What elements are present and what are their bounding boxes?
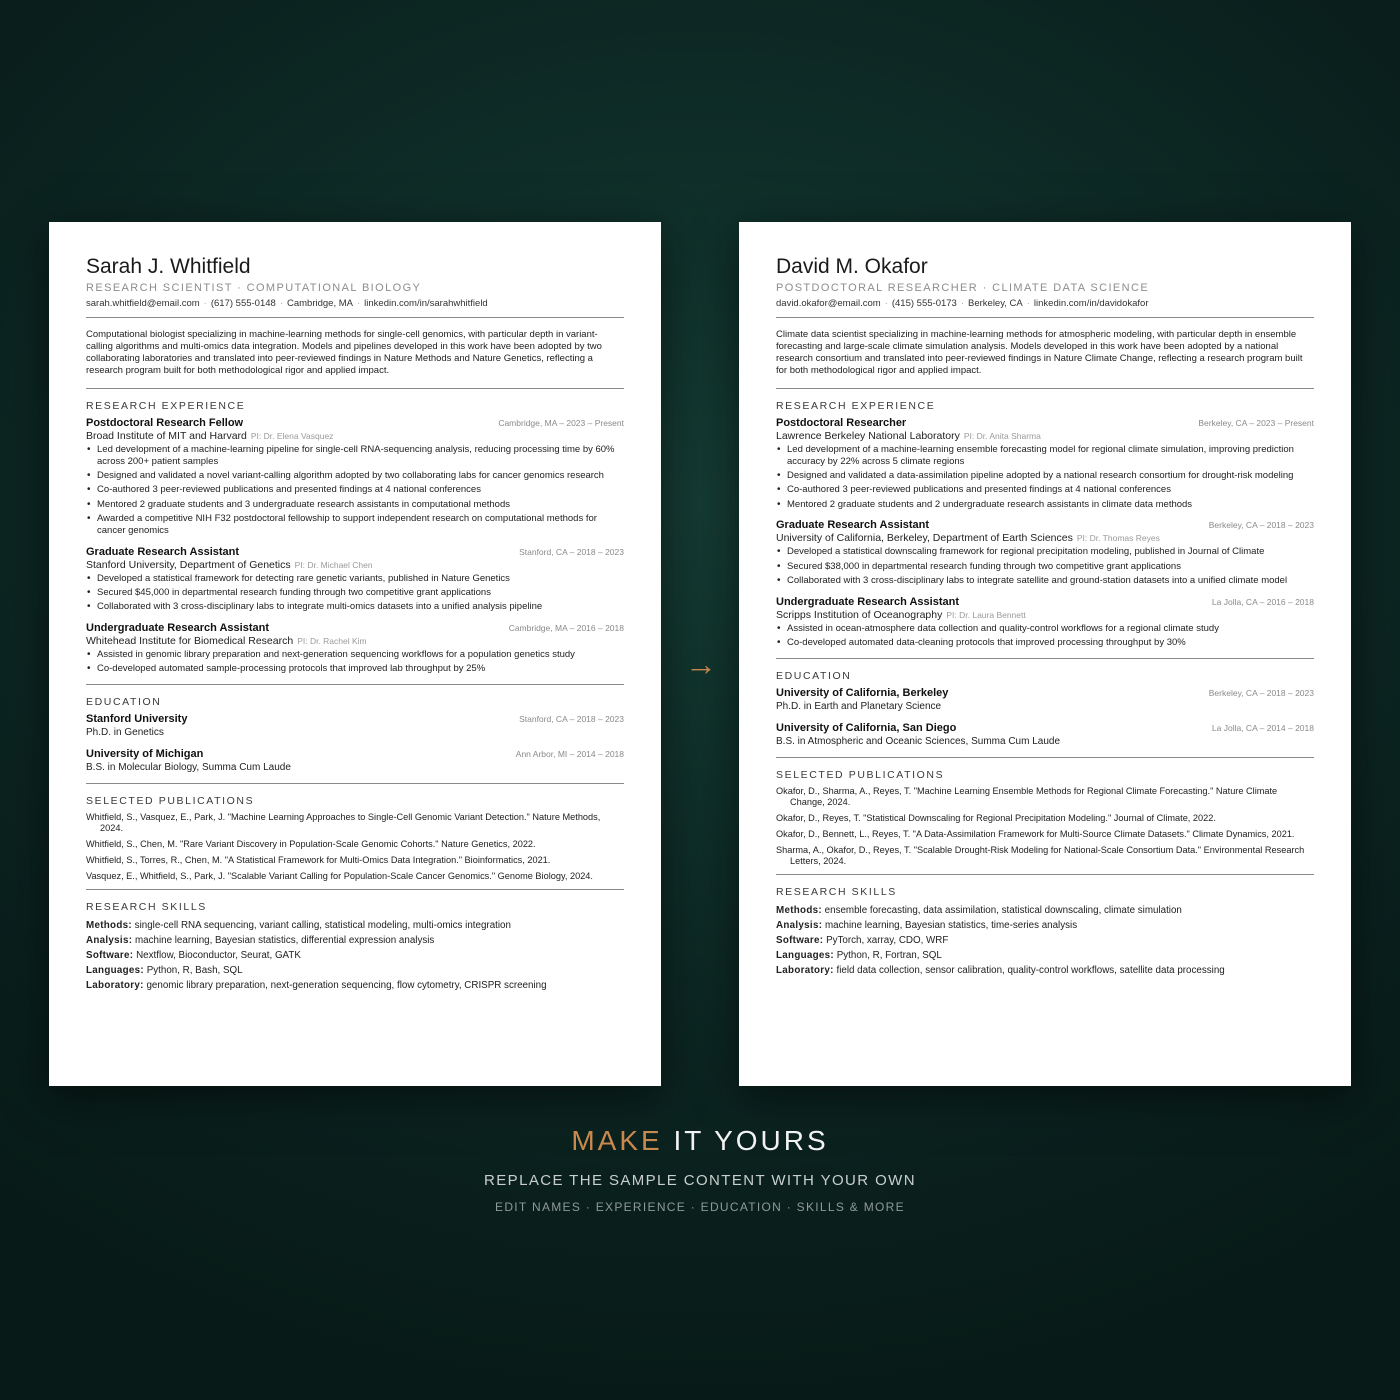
resume-summary: Computational biologist specializing in machine-learning methods for single-cell genomics, with particular depth in variant-calling algorithms and multi-omics data integration. Models and pipelines developed in this work have been adopted by two collaborating laboratories and translated into peer-reviewed findings in Nature Methods and Nature Genetics, reflecting a research program built for both methodological rigor and applied impact. — [86, 329, 602, 376]
skill-row — [86, 963, 624, 978]
entry-bullet: • Mentored 2 graduate students and 2 undergraduate research assistants in climate data methods — [776, 499, 1314, 511]
entry-bullet: • Designed and validated a novel variant-calling algorithm adopted by two collaborating labs for cancer genomics research — [86, 470, 624, 482]
entry-meta: Cambridge, MA – 2016 – 2018 — [508, 622, 624, 633]
entry-bullet: • Assisted in genomic library preparation and next-generation sequencing workflows for a population genetics study — [86, 649, 624, 661]
skill-value: Python, R, Fortran, SQL — [836, 949, 942, 961]
resume-summary: Climate data scientist specializing in machine-learning methods for atmospheric modeling, with particular depth in ensemble forecasting and large-scale climate simulation analysis. Models developed in this work have been adopted by a national research consortium and translated into peer-reviewed findings in Nature Climate Change, reflecting a research program built for both methodological rigor and applied impact. — [776, 329, 1303, 376]
entry-org: Scripps Institution of Oceanography — [776, 608, 943, 621]
publication-item: Okafor, D., Sharma, A., Reyes, T. "Machine Learning Ensemble Methods for Regional Climate Forecasting." Nature Climate Change, 2024. — [776, 785, 1278, 807]
skill-row — [86, 948, 624, 963]
section-title-skills: RESEARCH SKILLS — [776, 885, 897, 898]
education-meta: La Jolla, CA – 2014 – 2018 — [1211, 722, 1314, 733]
entry-bullet: • Mentored 2 graduate students and 3 undergraduate research assistants in computational methods — [86, 499, 624, 511]
right-arrow-icon: → — [685, 646, 717, 682]
skill-value: machine learning, Bayesian statistics, time-series analysis — [825, 919, 1078, 931]
skill-label: Laboratory: — [86, 980, 144, 992]
entry-bullet: • Designed and validated a data-assimilation pipeline adopted by a national research consortium for drought-risk modeling — [776, 470, 1314, 482]
experience-entry — [776, 519, 1314, 586]
entry-bullet: • Secured $38,000 in departmental research funding through two competitive grant applications — [776, 561, 1314, 573]
divider — [86, 783, 624, 784]
contact-phone: (415) 555-0173 — [891, 298, 957, 309]
publication-item: Vasquez, E., Whitfield, S., Park, J. "Scalable Variant Calling for Population-Scale Cancer Genomics." Genome Biology, 2024. — [86, 871, 593, 882]
education-entry — [776, 687, 1314, 713]
experience-entry — [86, 546, 624, 613]
skill-row — [776, 933, 1314, 948]
education-degree: Ph.D. in Earth and Planetary Science — [776, 700, 942, 712]
entry-role: Postdoctoral Research Fellow — [86, 417, 244, 429]
section-title-skills: RESEARCH SKILLS — [86, 901, 207, 914]
contact-linkedin: linkedin.com/in/davidokafor — [1033, 298, 1149, 309]
entry-pi: PI: Dr. Anita Sharma — [963, 431, 1041, 441]
entry-bullet: • Co-authored 3 peer-reviewed publications and presented findings at 4 national conferences — [86, 484, 624, 496]
entry-org: Lawrence Berkeley National Laboratory — [776, 430, 960, 442]
publication-item: Whitfield, S., Vasquez, E., Park, J. "Machine Learning Approaches to Single-Cell Genomic Variant Detection." Nature Methods, 2024. — [86, 812, 601, 834]
entry-pi: PI: Dr. Michael Chen — [294, 559, 373, 570]
contact-email: sarah.whitfield@email.com — [86, 298, 200, 309]
experience-entry — [776, 417, 1314, 510]
resume-name: David M. Okafor — [776, 255, 928, 278]
resume-contact: david.okafor@email.com · (415) 555-0173 · Berkeley, CA · linkedin.com/in/davidokafor — [776, 298, 1149, 309]
skill-value: single-cell RNA sequencing, variant calling, statistical modeling, multi-omics integration — [134, 920, 511, 932]
education-school: University of California, San Diego — [776, 721, 957, 734]
education-meta: Berkeley, CA – 2018 – 2023 — [1208, 687, 1314, 698]
divider — [86, 889, 624, 890]
skill-value: machine learning, Bayesian statistics, differential expression analysis — [135, 935, 435, 947]
divider — [776, 757, 1314, 758]
section-title-publications: SELECTED PUBLICATIONS — [86, 795, 255, 808]
entry-meta: Cambridge, MA – 2023 – Present — [498, 418, 624, 428]
headline-accent: MAKE — [571, 1125, 663, 1156]
entry-bullet: • Collaborated with 3 cross-disciplinary labs to integrate satellite and ground-station datasets into a unified climate model — [776, 575, 1314, 587]
contact-linkedin: linkedin.com/in/sarahwhitfield — [364, 298, 488, 309]
education-school: University of Michigan — [86, 748, 204, 761]
publication-item: Sharma, A., Okafor, D., Reyes, T. "Scalable Drought-Risk Modeling for National-Scale Consortium Data." Environmental Research Letters, 2024. — [776, 844, 1305, 866]
entry-bullet: • Developed a statistical downscaling framework for regional precipitation modeling, published in Journal of Climate — [776, 546, 1314, 558]
skill-row — [776, 963, 1314, 978]
divider — [86, 684, 624, 685]
section-title-education: EDUCATION — [86, 696, 162, 709]
entry-bullet: • Collaborated with 3 cross-disciplinary labs to integrate multi-omics datasets into a unified analysis pipeline — [86, 601, 624, 613]
entry-pi: PI: Dr. Laura Bennett — [946, 609, 1026, 620]
skill-value: Nextflow, Bioconductor, Seurat, GATK — [136, 950, 301, 962]
entry-org: Stanford University, Department of Genetics — [86, 558, 291, 571]
entry-role: Graduate Research Assistant — [86, 545, 240, 558]
contact-email: david.okafor@email.com — [776, 298, 881, 309]
entry-bullet: • Secured $45,000 in departmental research funding through two competitive grant applications — [86, 587, 624, 599]
education-degree: B.S. in Molecular Biology, Summa Cum Laude — [86, 762, 291, 774]
publication-item: Whitfield, S., Chen, M. "Rare Variant Discovery in Population-Scale Genomic Cohorts." Nature Genetics, 2022. — [86, 839, 536, 850]
education-degree: Ph.D. in Genetics — [86, 727, 164, 739]
entry-role: Undergraduate Research Assistant — [86, 621, 269, 634]
education-school: Stanford University — [86, 713, 188, 726]
divider — [776, 658, 1314, 659]
experience-entry — [86, 417, 624, 537]
education-entry — [86, 748, 624, 774]
entry-bullet: • Awarded a competitive NIH F32 postdoctoral fellowship to support independent research on computational methods for cancer genomics — [86, 513, 624, 537]
resume-page-right — [739, 222, 1351, 1086]
entry-meta: La Jolla, CA – 2016 – 2018 — [1211, 596, 1314, 607]
entry-bullet: • Co-developed automated sample-processing protocols that improved lab throughput by 25% — [86, 663, 624, 675]
resume-title: RESEARCH SCIENTIST · COMPUTATIONAL BIOLOGY — [86, 282, 422, 294]
skill-value: genomic library preparation, next-generation sequencing, flow cytometry, CRISPR screening — [146, 980, 547, 992]
section-title-experience: RESEARCH EXPERIENCE — [86, 400, 246, 412]
skill-value: ensemble forecasting, data assimilation, statistical downscaling, climate simulation — [824, 904, 1182, 916]
divider — [776, 317, 1314, 318]
skill-label: Analysis: — [776, 919, 823, 931]
skill-label: Analysis: — [86, 935, 133, 947]
education-degree: B.S. in Atmospheric and Oceanic Sciences, Summa Cum Laude — [776, 735, 1061, 747]
skill-row — [776, 903, 1314, 918]
headline-rest: IT YOURS — [673, 1125, 829, 1156]
entry-bullet: • Assisted in ocean-atmosphere data collection and quality-control workflows for a regional climate study — [776, 623, 1314, 635]
skill-label: Laboratory: — [776, 964, 834, 976]
resume-contact: sarah.whitfield@email.com · (617) 555-0148 · Cambridge, MA · linkedin.com/in/sarahwhitfield — [86, 298, 488, 309]
entry-org: University of California, Berkeley, Department of Earth Sciences — [776, 532, 1073, 545]
entry-role: Postdoctoral Researcher — [776, 417, 907, 429]
entry-bullet: • Co-developed automated data-cleaning protocols that improved processing throughput by 30% — [776, 637, 1314, 649]
entry-org: Whitehead Institute for Biomedical Research — [86, 634, 294, 647]
skill-value: field data collection, sensor calibration, quality-control workflows, satellite data processing — [836, 964, 1225, 976]
resume-name: Sarah J. Whitfield — [86, 255, 251, 278]
education-meta: Ann Arbor, MI – 2014 – 2018 — [515, 749, 624, 760]
entry-org: Broad Institute of MIT and Harvard — [86, 430, 247, 442]
resume-title: POSTDOCTORAL RESEARCHER · CLIMATE DATA SCIENCE — [776, 282, 1150, 294]
entry-pi: PI: Dr. Thomas Reyes — [1076, 533, 1160, 544]
skill-label: Languages: — [86, 965, 144, 977]
contact-phone: (617) 555-0148 — [210, 298, 276, 309]
subtitle: REPLACE THE SAMPLE CONTENT WITH YOUR OWN — [484, 1172, 916, 1189]
skill-row — [86, 933, 624, 948]
publication-item: Okafor, D., Bennett, L., Reyes, T. "A Data-Assimilation Framework for Multi-Source Climate Datasets." Climate Dynamics, 2021. — [776, 828, 1295, 839]
tagline: EDIT NAMES · EXPERIENCE · EDUCATION · SKILLS & MORE — [495, 1200, 905, 1214]
entry-bullet: • Co-authored 3 peer-reviewed publications and presented findings at 4 national conferences — [776, 484, 1314, 496]
divider — [776, 874, 1314, 875]
divider — [776, 388, 1314, 389]
skill-label: Software: — [776, 934, 824, 946]
experience-entry — [86, 622, 624, 675]
skill-row — [86, 978, 624, 993]
section-title-education: EDUCATION — [776, 669, 852, 682]
skill-row — [776, 918, 1314, 933]
skill-value: Python, R, Bash, SQL — [146, 965, 243, 977]
education-school: University of California, Berkeley — [776, 686, 949, 699]
skill-label: Methods: — [776, 904, 822, 916]
divider — [86, 388, 624, 389]
skill-row — [776, 948, 1314, 963]
skill-label: Methods: — [86, 920, 132, 932]
entry-meta: Berkeley, CA – 2023 – Present — [1198, 418, 1314, 428]
skill-label: Languages: — [776, 949, 834, 961]
skill-row — [86, 918, 624, 933]
skill-value: PyTorch, xarray, CDO, WRF — [826, 934, 949, 946]
resume-page-left — [49, 222, 661, 1086]
education-meta: Stanford, CA – 2018 – 2023 — [519, 714, 624, 725]
entry-pi: PI: Dr. Rachel Kim — [297, 635, 367, 646]
experience-entry — [776, 596, 1314, 649]
entry-pi: PI: Dr. Elena Vasquez — [250, 431, 334, 441]
entry-meta: Stanford, CA – 2018 – 2023 — [519, 546, 624, 557]
contact-location: Cambridge, MA — [286, 298, 353, 309]
entry-role: Graduate Research Assistant — [776, 519, 930, 532]
entry-bullet: • Led development of a machine-learning ensemble forecasting model for regional climate simulation, improving prediction accuracy by 22% across 5 climate regions — [776, 444, 1314, 468]
entry-bullet: • Led development of a machine-learning pipeline for single-cell RNA-sequencing analysis, reducing processing time by 60% across 200+ patient samples — [86, 444, 624, 468]
education-entry — [86, 713, 624, 739]
headline — [0, 1123, 1400, 1159]
publication-item: Whitfield, S., Torres, R., Chen, M. "A Statistical Framework for Multi-Omics Data Integration." Bioinformatics, 2021. — [86, 855, 551, 866]
entry-role: Undergraduate Research Assistant — [776, 595, 959, 608]
contact-location: Berkeley, CA — [968, 298, 1023, 309]
entry-meta: Berkeley, CA – 2018 – 2023 — [1208, 520, 1314, 531]
entry-bullet: • Developed a statistical framework for detecting rare genetic variants, published in Nature Genetics — [86, 573, 624, 585]
skill-label: Software: — [86, 950, 134, 962]
section-title-experience: RESEARCH EXPERIENCE — [776, 400, 936, 412]
divider — [86, 317, 624, 318]
publication-item: Okafor, D., Reyes, T. "Statistical Downscaling for Regional Precipitation Modeling." Journal of Climate, 2022. — [776, 812, 1216, 823]
section-title-publications: SELECTED PUBLICATIONS — [776, 768, 945, 781]
education-entry — [776, 722, 1314, 748]
